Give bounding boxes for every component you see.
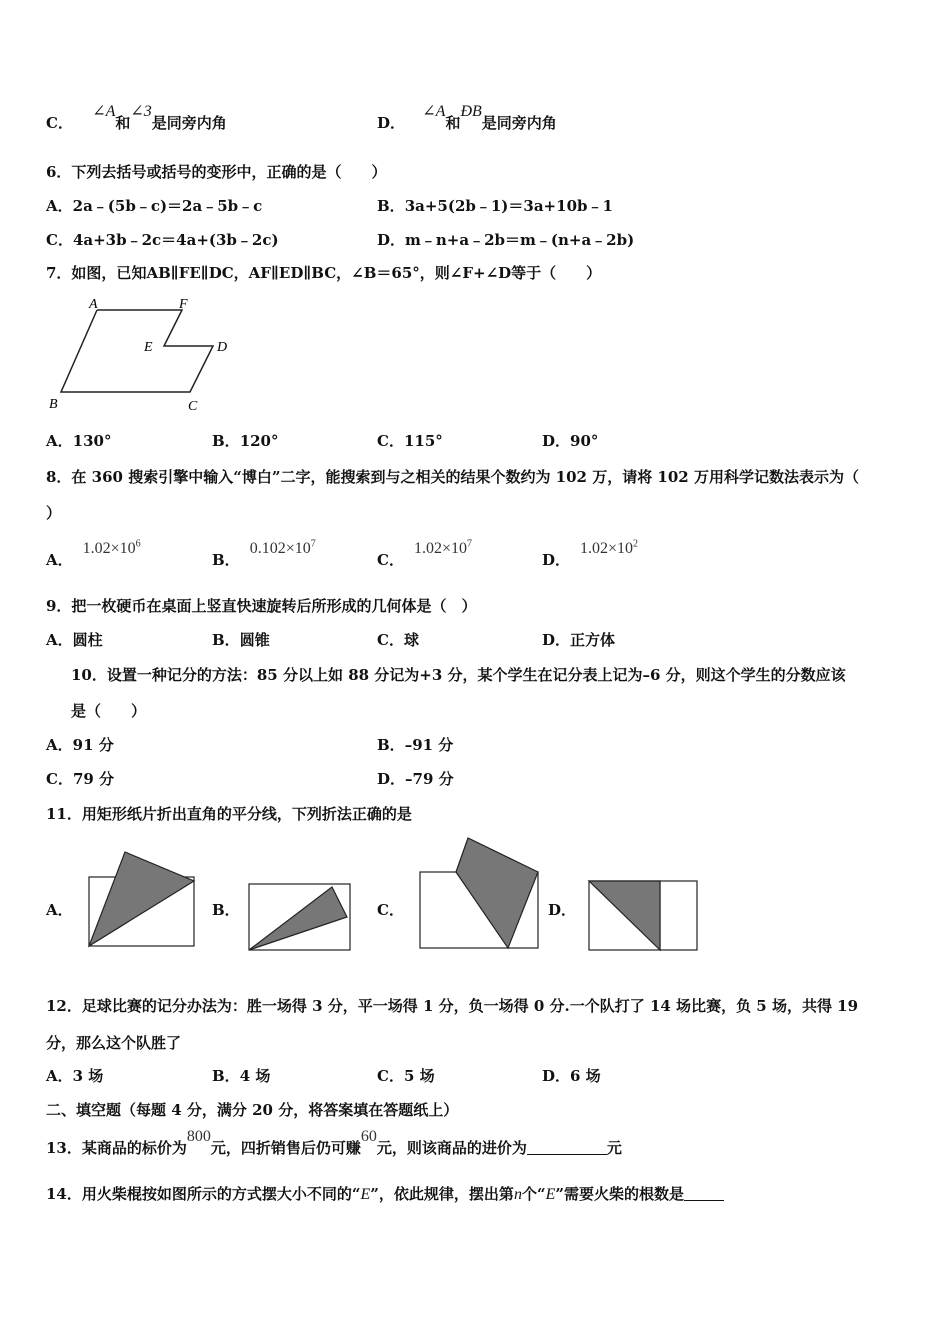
q8-option-b[interactable]: B．$0.102\times 10^7$ — [212, 538, 316, 569]
q14-answer-blank[interactable] — [684, 1186, 724, 1201]
q7-label-e: E — [144, 340, 153, 355]
q10-option-a[interactable]: A．91 分 — [46, 736, 114, 754]
q12-option-a[interactable]: A．3 场 — [46, 1067, 104, 1085]
q7-option-d[interactable]: D．90° — [542, 432, 599, 450]
q7-label-c: C — [188, 399, 198, 414]
q9-option-b[interactable]: B．圆锥 — [212, 631, 270, 649]
q7-label-b: B — [49, 397, 58, 412]
q11-figure-d — [586, 878, 702, 952]
q13-profit: 60 — [360, 1128, 377, 1145]
q10-option-c[interactable]: C．79 分 — [46, 770, 115, 788]
q11-option-d-label[interactable]: D． — [548, 901, 577, 919]
q12-option-d[interactable]: D．6 场 — [542, 1067, 601, 1085]
q12-option-c[interactable]: C．5 场 — [377, 1067, 435, 1085]
q12-stem-line1: 12．足球比赛的记分办法为：胜一场得 3 分，平一场得 1 分，负一场得 0 分.一个队打了 14 场比赛，负 5 场，共得 19 — [46, 997, 859, 1015]
q6-option-d[interactable]: D．m﹣n+a﹣2b＝m﹣(n+a﹣2b) — [377, 231, 635, 249]
q7-option-c[interactable]: C．115° — [377, 432, 443, 450]
q8-stem-line2: ） — [46, 504, 62, 522]
q7-option-b[interactable]: B．120° — [212, 432, 279, 450]
q10-stem-line2: 是（ ） — [71, 702, 147, 720]
q13-price: 800 — [186, 1128, 211, 1145]
q6-option-b[interactable]: B．3a+5(2b﹣1)＝3a+10b﹣1 — [377, 197, 613, 215]
angle-3: ∠3 — [130, 103, 152, 120]
q8-option-a[interactable]: A．$1.02\times 10^6$ — [46, 538, 141, 569]
q13-answer-blank[interactable] — [527, 1140, 607, 1155]
q12-option-b[interactable]: B．4 场 — [212, 1067, 271, 1085]
q7-label-a: A — [89, 297, 98, 312]
q11-figure-b — [246, 880, 354, 952]
q11-stem: 11．用矩形纸片折出直角的平分线，下列折法正确的是 — [46, 805, 412, 823]
q11-option-a-label[interactable]: A． — [46, 901, 73, 919]
q13-line: 13．某商品的标价为800元，四折销售后仍可赚60元，则该商品的进价为 元 — [46, 1128, 622, 1157]
q10-stem-line1: 10．设置一种记分的方法：85 分以上如 88 分记为+3 分，某个学生在记分表上记为–6 分，则这个学生的分数应该 — [71, 666, 846, 684]
section-2-heading: 二、填空题（每题 4 分，满分 20 分，将答案填在答题纸上） — [46, 1101, 459, 1119]
q14-line: 14．用火柴棍按如图所示的方式摆大小不同的“E”，依此规律，摆出第n个“E”需要火柴的根数是 — [46, 1183, 724, 1204]
q12-stem-line2: 分，那么这个队胜了 — [46, 1034, 182, 1052]
q8-option-d[interactable]: D．$1.02\times 10^2$ — [542, 538, 639, 569]
q9-option-d[interactable]: D．正方体 — [542, 631, 616, 649]
q7-stem: 7．如图，已知AB∥FE∥DC，AF∥ED∥BC，∠B＝65°，则∠F+∠D等于（ ） — [46, 264, 602, 282]
q10-option-b[interactable]: B．–91 分 — [377, 736, 454, 754]
q7-figure-outline — [61, 310, 213, 392]
q9-option-a[interactable]: A．圆柱 — [46, 631, 103, 649]
q8-option-c[interactable]: C．$1.02\times 10^7$ — [377, 538, 472, 569]
q7-label-d: D — [217, 340, 228, 355]
angle-b: ÐB — [460, 103, 482, 120]
q5-option-d[interactable]: D． ∠A和ÐB是同旁内角 — [377, 103, 557, 132]
q11-option-c-label[interactable]: C． — [377, 901, 404, 919]
q6-option-c[interactable]: C．4a+3b﹣2c＝4a+(3b﹣2c) — [46, 231, 279, 249]
q9-stem: 9．把一枚硬币在桌面上竖直快速旋转后所形成的几何体是（ ） — [46, 597, 477, 615]
q7-option-a[interactable]: A．130° — [46, 432, 112, 450]
q11-option-b-label[interactable]: B． — [212, 901, 240, 919]
q7-figure — [44, 293, 244, 418]
angle-a: ∠A — [92, 103, 116, 120]
q5-option-c[interactable]: C． ∠A和∠3是同旁内角 — [46, 103, 227, 132]
q7-label-f: F — [179, 297, 188, 312]
angle-a: ∠A — [422, 103, 446, 120]
q6-stem: 6．下列去括号或括号的变形中，正确的是（ ） — [46, 163, 387, 181]
q9-option-c[interactable]: C．球 — [377, 631, 419, 649]
q10-option-d[interactable]: D．–79 分 — [377, 770, 454, 788]
q8-stem-line1: 8．在 360 搜索引擎中输入“博白”二字，能搜索到与之相关的结果个数约为 102 万，请将 102 万用科学记数法表示为（ — [46, 468, 859, 486]
q11-figure-a — [86, 848, 198, 952]
q6-option-a[interactable]: A．2a﹣(5b﹣c)＝2a﹣5b﹣c — [46, 197, 263, 215]
q11-figure-c — [416, 834, 544, 952]
